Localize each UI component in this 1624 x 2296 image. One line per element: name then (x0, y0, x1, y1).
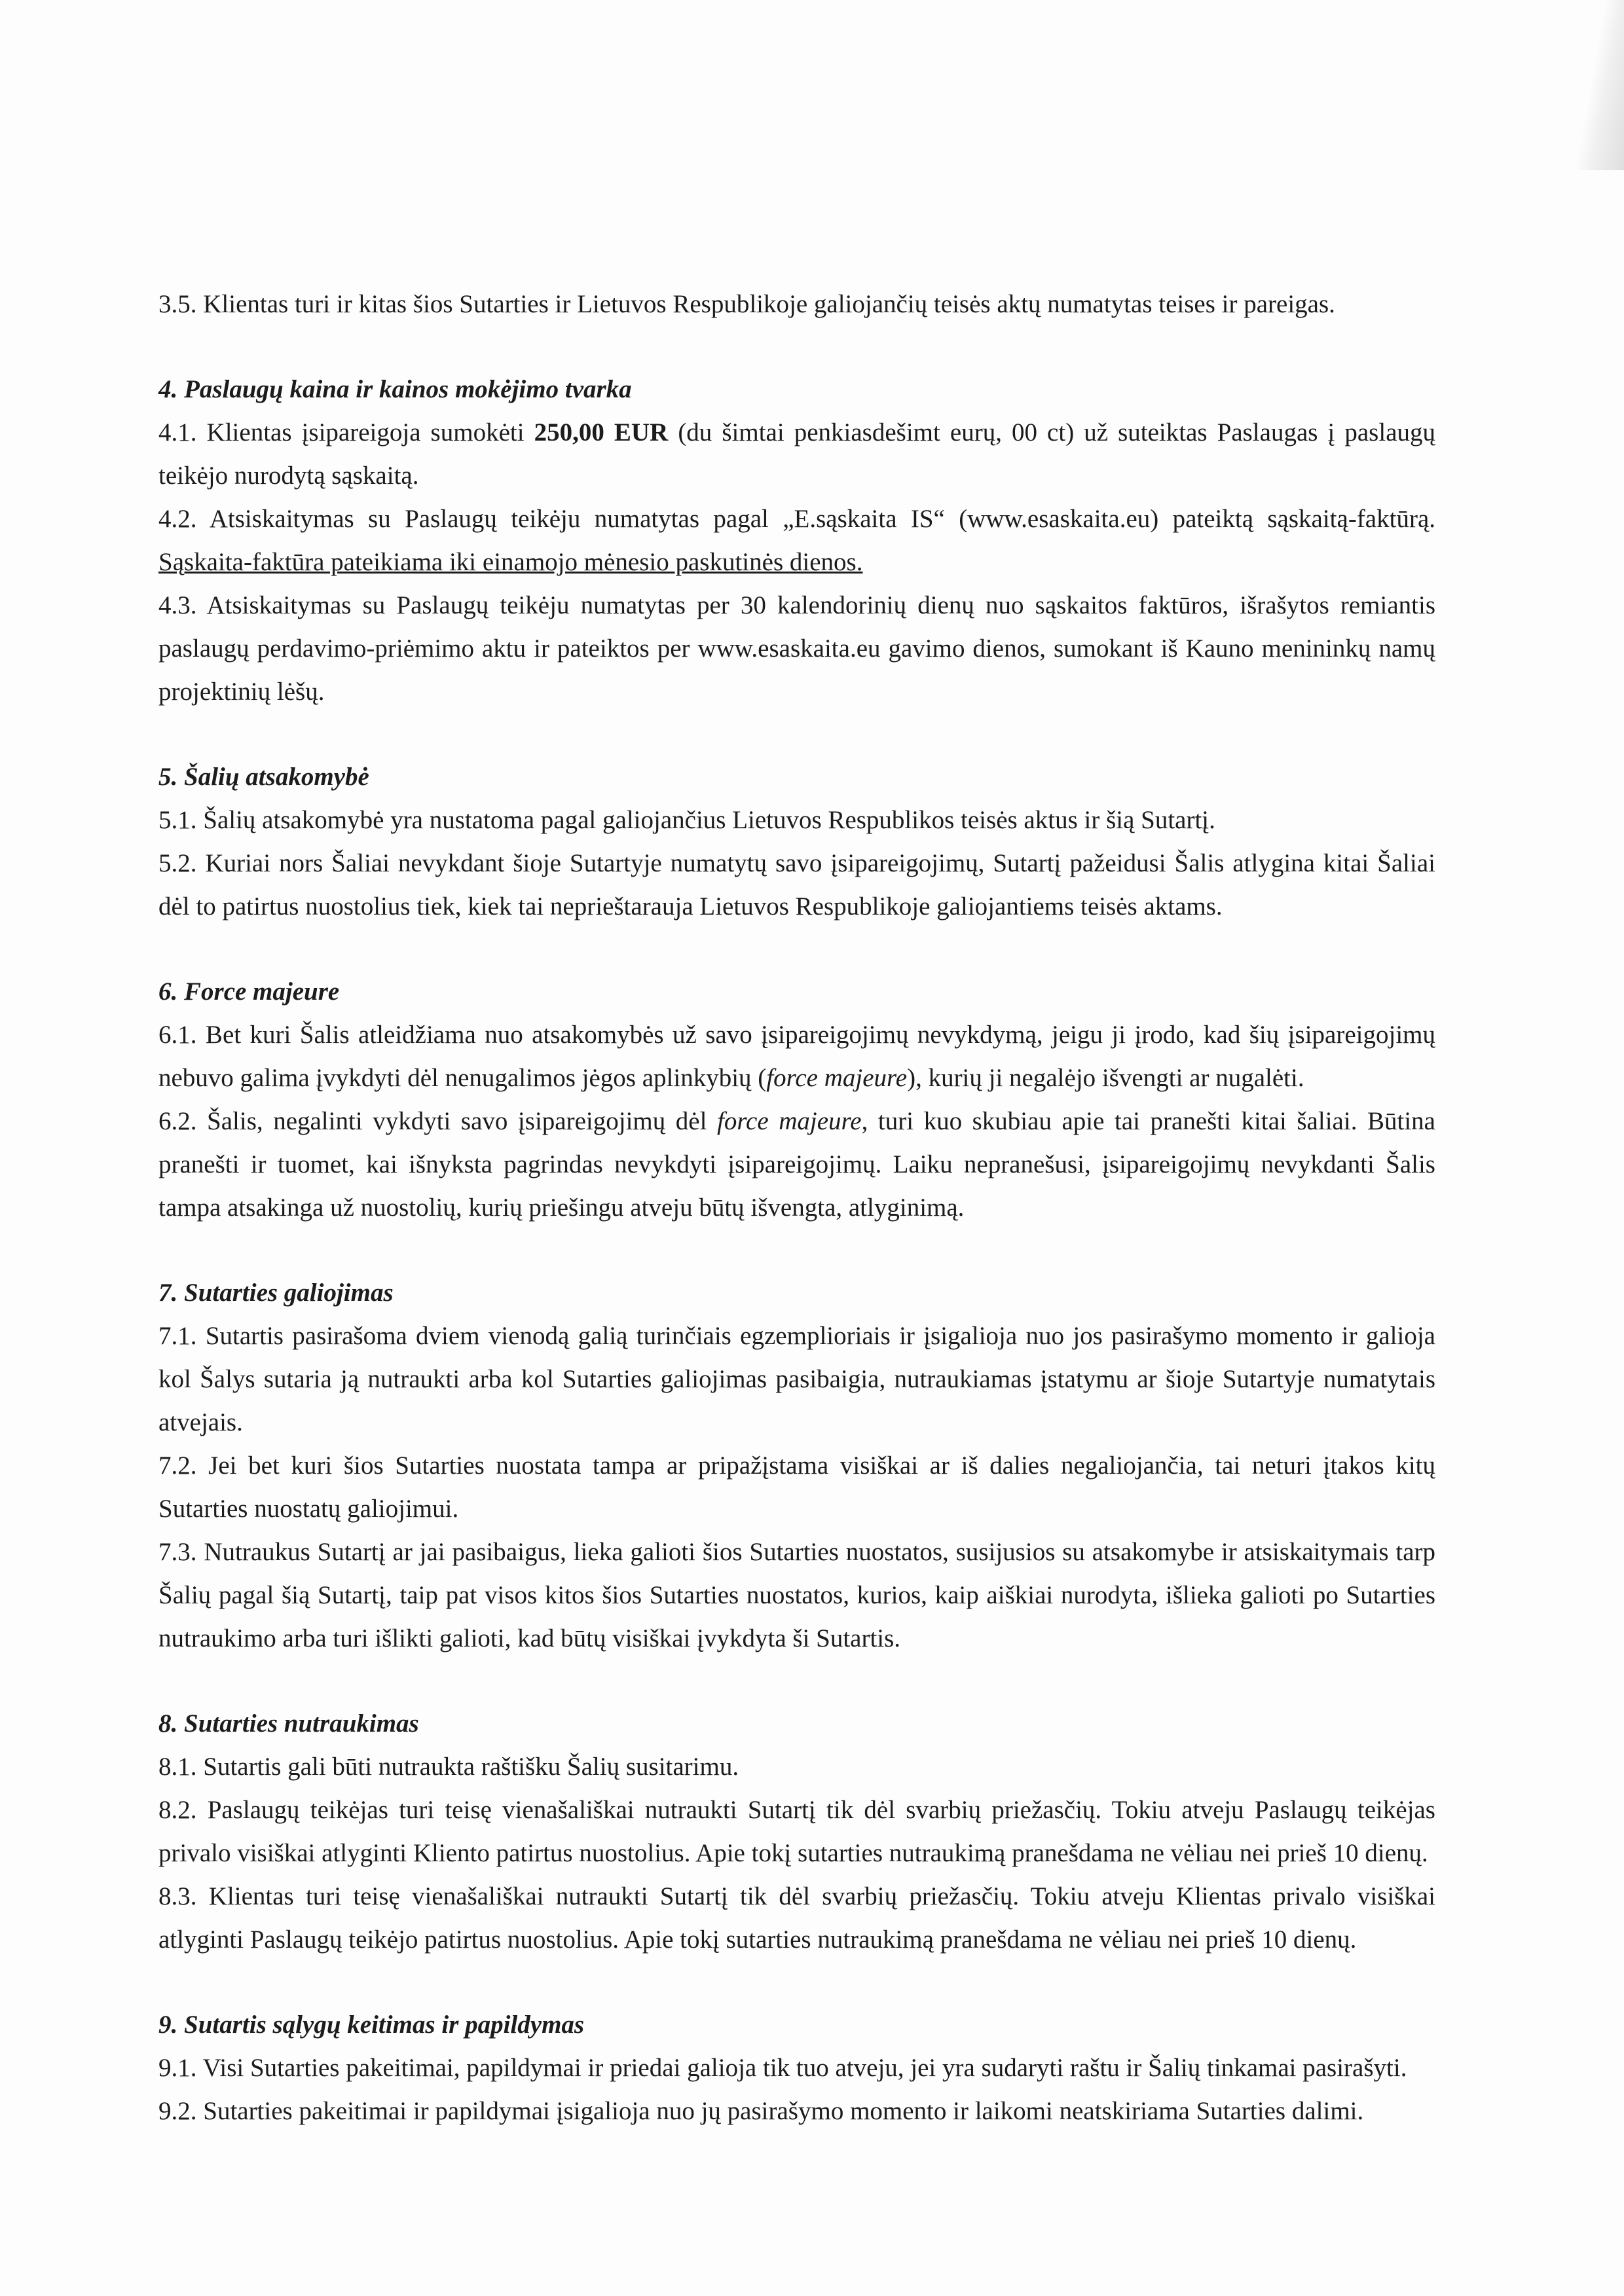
clause-4-3: 4.3. Atsiskaitymas su Paslaugų teikėju numatytas per 30 kalendorinių dienų nuo sąskaitos faktūros, išrašytos remiantis paslaugų perdavimo-priėmimo aktu ir pateiktos per www.esaskaita.eu gavimo dienos, sumokant iš Kauno menininkų namų projektinių lėšų. (158, 591, 1435, 706)
clause-6-1-text-b: ), kurių ji negalėjo išvengti ar nugalėti. (907, 1064, 1304, 1092)
clause-4-1-text-a: 4.1. Klientas įsipareigoja sumokėti (158, 418, 534, 446)
clause-3-5: 3.5. Klientas turi ir kitas šios Sutarties ir Lietuvos Respublikoje galiojančių teisės aktų numatytas teises ir pareigas. (158, 290, 1335, 318)
clause-8-3: 8.3. Klientas turi teisę vienašališkai nutraukti Sutartį tik dėl svarbių priežasčių. Tokiu atveju Klientas privalo visiškai atlyginti Paslaugų teikėjo patirtus nuostolius. Apie tokį sutarties nutraukimą pranešdama ne vėliau nei prieš 10 dienų. (158, 1882, 1435, 1954)
section-9-title: 9. Sutartis sąlygų keitimas ir papildymas (158, 2011, 585, 2039)
clause-4-2 (158, 498, 1435, 584)
section-5-title: 5. Šalių atsakomybė (158, 763, 369, 791)
clause-5-1: 5.1. Šalių atsakomybė yra nustatoma pagal galiojančius Lietuvos Respublikos teisės aktus ir šią Sutartį. (158, 806, 1215, 834)
page-fold-shadow (1572, 0, 1624, 170)
clause-6-2 (158, 1100, 1435, 1230)
clause-9-2: 9.2. Sutarties pakeitimai ir papildymai įsigalioja nuo jų pasirašymo momento ir laikomi neatskiriama Sutarties dalimi. (158, 2097, 1364, 2125)
clause-7-2: 7.2. Jei bet kuri šios Sutarties nuostata tampa ar pripažįstama visiškai ar iš dalies negaliojančia, tai neturi įtakos kitų Sutarties nuostatų galiojimui. (158, 1451, 1435, 1523)
document-body (158, 283, 1435, 2133)
clause-4-1 (158, 411, 1435, 498)
section-4-title: 4. Paslaugų kaina ir kainos mokėjimo tvarka (158, 375, 632, 403)
clause-6-1 (158, 1013, 1435, 1100)
section-7-title: 7. Sutarties galiojimas (158, 1279, 394, 1307)
clause-6-2-text-a: 6.2. Šalis, negalinti vykdyti savo įsipareigojimų dėl (158, 1107, 717, 1135)
clause-7-1: 7.1. Sutartis pasirašoma dviem vienodą galią turinčiais egzemplioriais ir įsigalioja nuo jos pasirašymo momento ir galioja kol Šalys sutaria ją nutraukti arba kol Sutarties galiojimas pasibaigia, nutraukiamas įstatymu ar šioje Sutartyje numatytais atvejais. (158, 1322, 1435, 1436)
section-6-title: 6. Force majeure (158, 977, 340, 1006)
clause-6-1-text-a: 6.1. Bet kuri Šalis atleidžiama nuo atsakomybės už savo įsipareigojimų nevykdymą, jeigu ji įrodo, kad šių įsipareigojimų nebuvo galima įvykdyti dėl nenugalimos jėgos aplinkybių ( (158, 1021, 1435, 1092)
invoice-deadline-underlined: Sąskaita-faktūra pateikiama iki einamojo mėnesio paskutinės dienos. (158, 548, 863, 576)
section-8-title: 8. Sutarties nutraukimas (158, 1709, 419, 1738)
clause-8-1: 8.1. Sutartis gali būti nutraukta raštišku Šalių susitarimu. (158, 1753, 739, 1781)
clause-6-1-italic: force majeure (766, 1064, 908, 1092)
clause-4-2-text: 4.2. Atsiskaitymas su Paslaugų teikėju numatytas pagal „E.sąskaita IS“ (www.esaskaita.eu) pateiktą sąskaitą-faktūrą. (158, 505, 1435, 533)
clause-5-2: 5.2. Kuriai nors Šaliai nevykdant šioje Sutartyje numatytų savo įsipareigojimų, Sutartį pažeidusi Šalis atlygina kitai Šaliai dėl to patirtus nuostolius tiek, kiek tai neprieštarauja Lietuvos Respublikoje galiojantiems teisės aktams. (158, 849, 1435, 920)
clause-9-1: 9.1. Visi Sutarties pakeitimai, papildymai ir priedai galioja tik tuo atveju, jei yra sudaryti raštu ir Šalių tinkamai pasirašyti. (158, 2054, 1407, 2082)
clause-7-3: 7.3. Nutraukus Sutartį ar jai pasibaigus, lieka galioti šios Sutarties nuostatos, susijusios su atsakomybe ir atsiskaitymais tarp Šalių pagal šią Sutartį, taip pat visos kitos šios Sutarties nuostatos, kurios, kaip aiškiai nurodyta, išlieka galioti po Sutarties nutraukimo arba turi išlikti galioti, kad būtų visiškai įvykdyta ši Sutartis. (158, 1538, 1435, 1652)
contract-amount: 250,00 EUR (534, 418, 669, 446)
clause-8-2: 8.2. Paslaugų teikėjas turi teisę vienašališkai nutraukti Sutartį tik dėl svarbių priežasčių. Tokiu atveju Paslaugų teikėjas privalo visiškai atlyginti Kliento patirtus nuostolius. Apie tokį sutarties nutraukimą pranešdama ne vėliau nei prieš 10 dienų. (158, 1796, 1435, 1867)
clause-6-2-italic: force majeure (716, 1107, 862, 1135)
clause-4-1-text-b: (du šimtai penkiasdešimt eurų, 00 ct) už suteiktas Paslaugas į paslaugų teikėjo nurodytą sąskaitą. (158, 418, 1436, 490)
clause-6-2-text-b: , turi kuo skubiau apie tai pranešti kitai šaliai. Būtina pranešti ir tuomet, kai išnyksta pagrindas nevykdyti įsipareigojimų. Laiku nepranešusi, įsipareigojimų nevykdanti Šalis tampa atsakinga už nuostolių, kurių priešingu atveju būtų išvengta, atlyginimą. (158, 1107, 1435, 1222)
